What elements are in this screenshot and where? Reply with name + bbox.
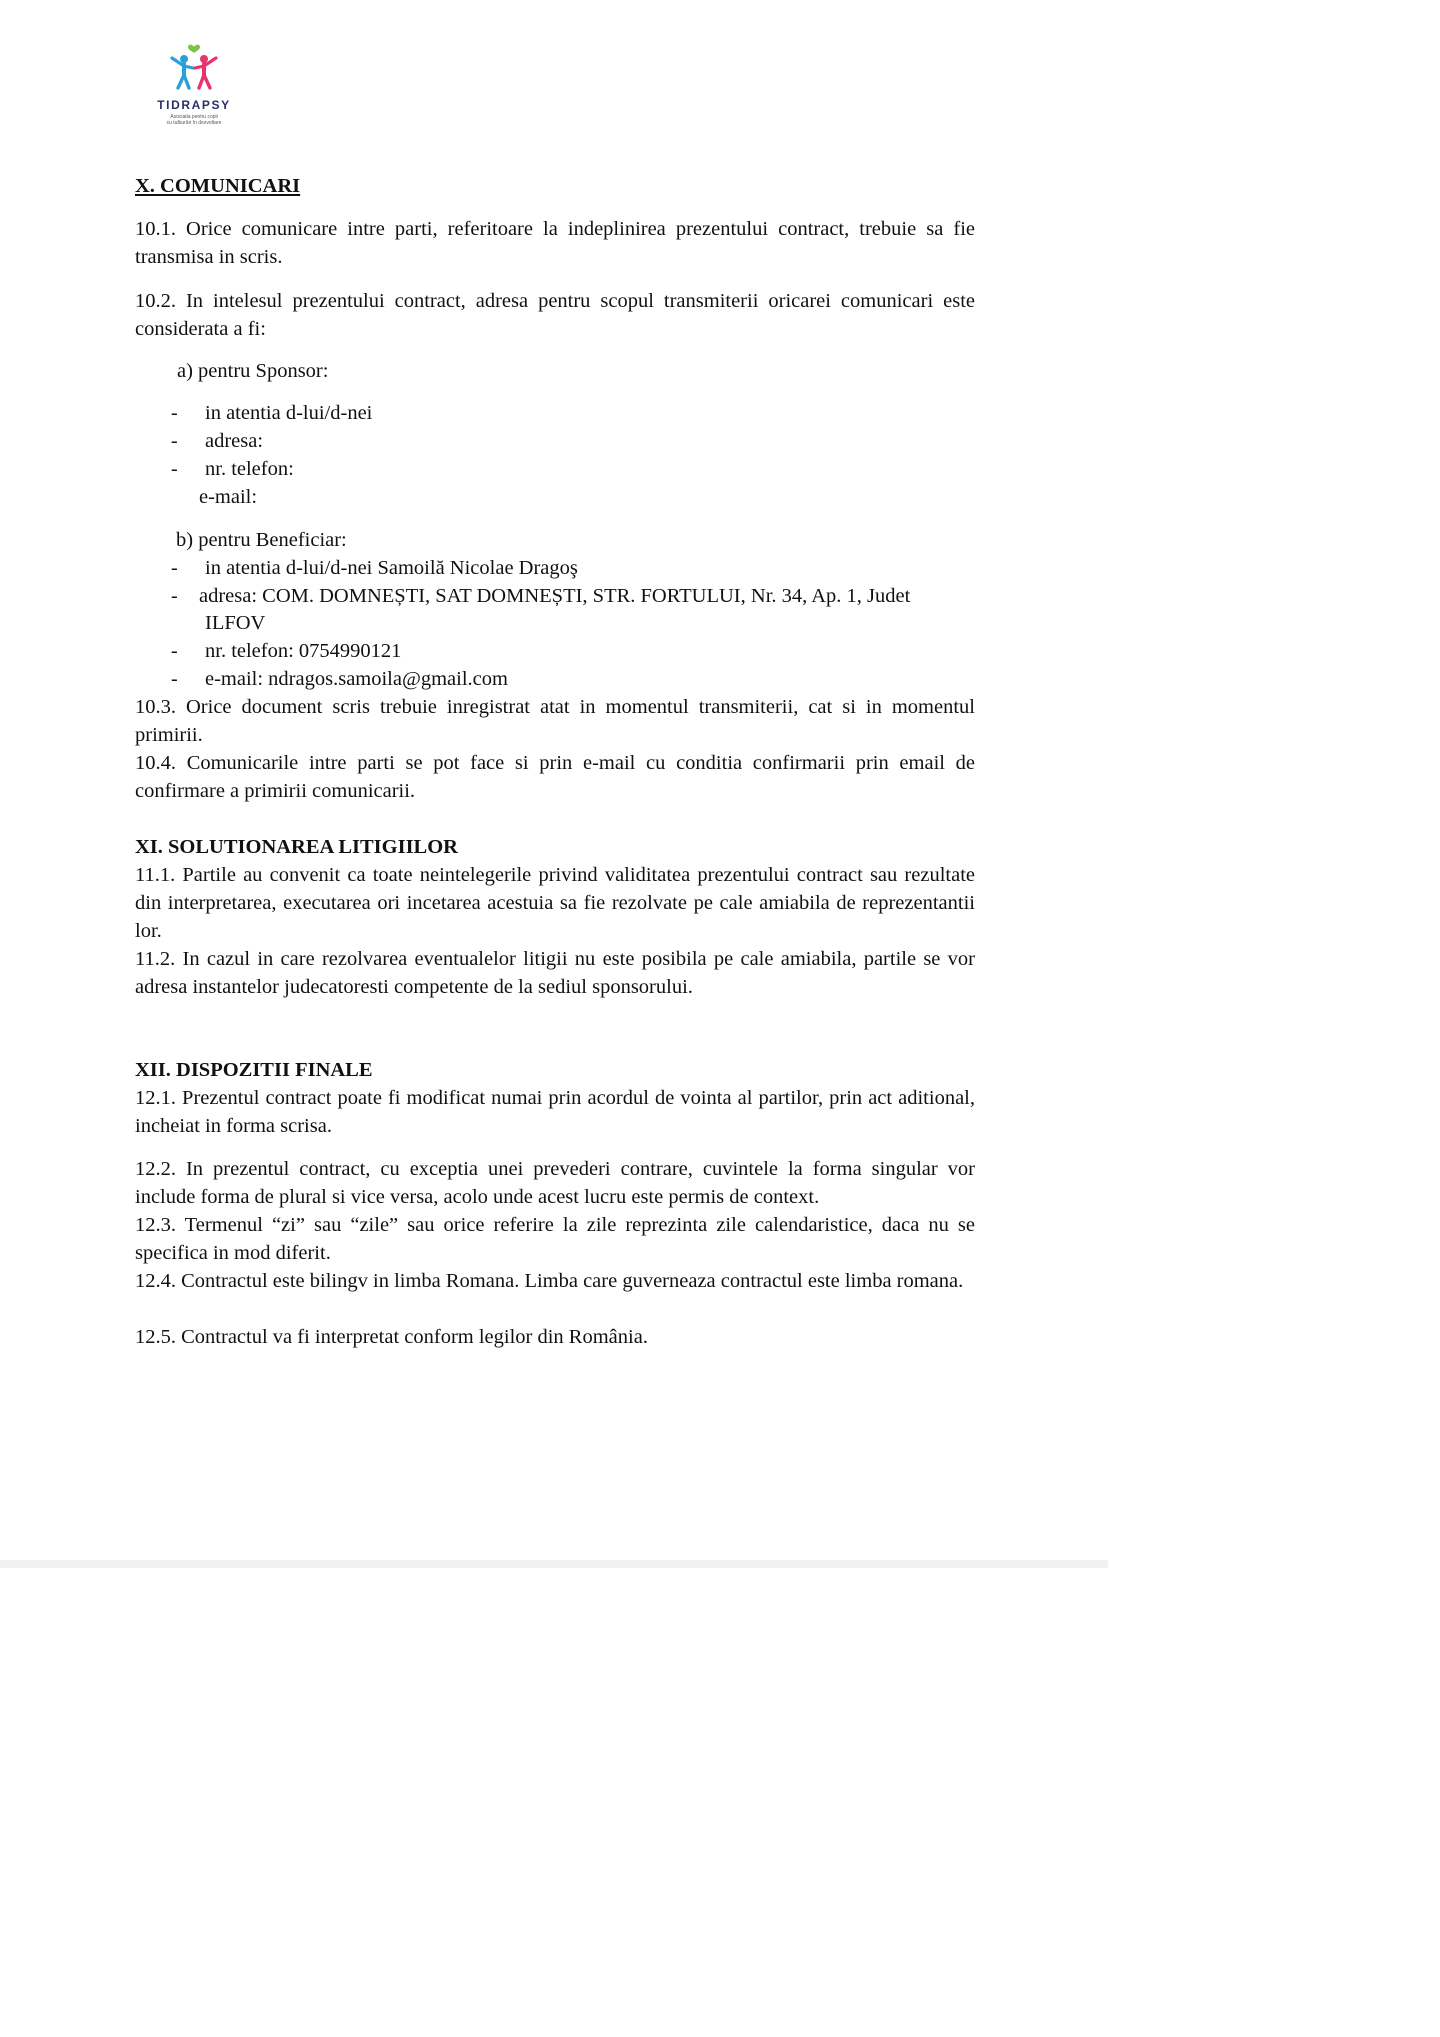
beneficiary-address-line-2: ILFOV <box>205 612 266 634</box>
beneficiary-phone: nr. telefon: 0754990121 <box>205 640 402 662</box>
list-marker: - <box>171 585 178 607</box>
clause-10-2: 10.2. In intelesul prezentului contract, adresa pentru scopul transmiterii oricarei comunicari este considerata a fi: <box>135 290 975 340</box>
list-marker: - <box>171 668 178 690</box>
list-marker: - <box>171 430 178 452</box>
list-marker: - <box>171 557 178 579</box>
section-10-heading: X. COMUNICARI <box>135 175 301 197</box>
sponsor-label: a) pentru Sponsor: <box>177 360 329 382</box>
clause-12-1: 12.1. Prezentul contract poate fi modificat numai prin acordul de vointa al partilor, prin act aditional, incheiat in forma scrisa. <box>135 1087 975 1137</box>
clause-12-2: 12.2. In prezentul contract, cu exceptia unei prevederi contrare, cuvintele la forma singular vor include forma de plural si vice versa, acolo unde acest lucru este permis de context. <box>135 1158 975 1208</box>
list-marker: - <box>171 402 178 424</box>
clause-12-3: 12.3. Termenul “zi” sau “zile” sau orice referire la zile reprezinta zile calendaristice, daca nu se specifica in mod diferit. <box>135 1214 975 1264</box>
children-figures-icon <box>162 44 226 94</box>
clause-11-2: 11.2. In cazul in care rezolvarea eventualelor litigii nu este posibila pe cale amiabila, partile se vor adresa instantelor judecatoresti competente de la sediul sponsorului. <box>135 948 975 998</box>
beneficiary-label: b) pentru Beneficiar: <box>176 529 347 551</box>
sponsor-address: adresa: <box>205 430 264 452</box>
page-bottom-edge <box>0 1560 1108 1568</box>
section-12-heading: XII. DISPOZITII FINALE <box>135 1059 373 1081</box>
clause-12-5: 12.5. Contractul va fi interpretat conform legilor din România. <box>135 1326 648 1348</box>
list-marker: - <box>171 458 178 480</box>
beneficiary-address-line-1: adresa: COM. DOMNEȘTI, SAT DOMNEȘTI, STR. FORTULUI, Nr. 34, Ap. 1, Judet <box>199 585 911 607</box>
logo-tagline-line-2: cu tulburări în dezvoltare <box>166 120 222 126</box>
clause-10-3: 10.3. Orice document scris trebuie inregistrat atat in momentul transmiterii, cat si in momentul primirii. <box>135 696 975 746</box>
logo-tagline-line-1: Asociatia pentru copii <box>170 114 218 120</box>
clause-11-1: 11.1. Partile au convenit ca toate neintelegerile privind validitatea prezentului contract sau rezultate din interpretarea, executarea ori incetarea acestuia sa fie rezolvate pe cale amiabila de reprezentantii lor. <box>135 864 975 942</box>
clause-10-4: 10.4. Comunicarile intre parti se pot face si prin e-mail cu conditia confirmarii prin email de confirmare a primirii comunicarii. <box>135 752 975 802</box>
section-11-heading: XI. SOLUTIONAREA LITIGIILOR <box>135 836 458 858</box>
beneficiary-email: e-mail: ndragos.samoila@gmail.com <box>205 668 508 690</box>
logo-tagline <box>146 114 242 126</box>
clause-12-4: 12.4. Contractul este bilingv in limba Romana. Limba care guverneaza contractul este limba romana. <box>135 1270 964 1292</box>
beneficiary-attention: in atentia d-lui/d-nei Samoilă Nicolae Dragoş <box>205 557 578 579</box>
sponsor-phone: nr. telefon: <box>205 458 294 480</box>
list-marker: - <box>171 640 178 662</box>
logo-name: TIDRAPSY <box>157 98 231 112</box>
tidrapsy-logo <box>146 44 242 128</box>
sponsor-attention: in atentia d-lui/d-nei <box>205 402 373 424</box>
sponsor-email: e-mail: <box>199 486 258 508</box>
clause-10-1: 10.1. Orice comunicare intre parti, referitoare la indeplinirea prezentului contract, trebuie sa fie transmisa in scris. <box>135 218 975 268</box>
